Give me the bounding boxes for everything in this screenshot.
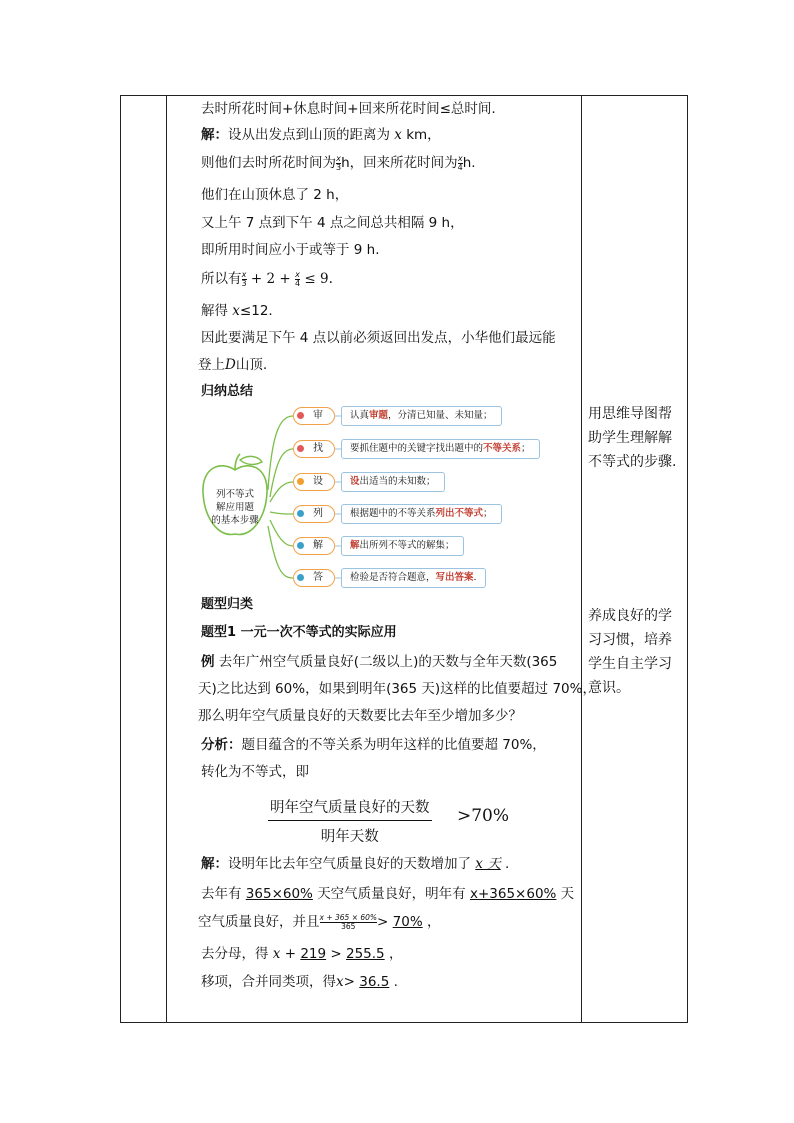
answer-blank: 365×60%: [245, 886, 313, 902]
mind-map-connectors: [200, 402, 570, 592]
mind-map-node-zhao: 找: [293, 440, 335, 458]
text-line: 天)之比达到 60%，如果到明年(365 天)这样的比值要超过 70%，: [198, 681, 596, 697]
section-heading: 题型归类: [201, 597, 254, 612]
mind-map-step: 认真审题，分清已知量、未知量；: [341, 406, 502, 426]
text-line: 所以有 $\frac{x}{3}$ + 2 + $\frac{x}{4}$ ≤ 9.: [201, 269, 333, 288]
mind-map-node-jie: 解: [293, 537, 335, 555]
text-line: 去年有 365×60% 天空气质量良好，明年有 x+365×60% 天: [201, 886, 575, 902]
text-line: 又上午 7 点到下午 4 点之间总共相隔 9 h，: [201, 215, 464, 231]
text-line: 则他们去时所花时间为 $\frac{x}{3}$ h，回来所花时间为 $\frac{x}{4}$ h.: [201, 153, 476, 172]
mind-map-node-shen: 审: [293, 407, 335, 425]
fraction: $\frac{x + 365 \times 60\%}{365}$: [319, 912, 378, 931]
column-divider: [581, 96, 582, 1022]
text-line: 登上D山顶.: [198, 357, 268, 373]
node-dot-icon: [297, 412, 304, 419]
answer-blank: x 天: [475, 856, 501, 872]
text-line: 他们在山顶休息了 2 h，: [201, 187, 349, 203]
mind-map-node-da: 答: [293, 569, 335, 587]
mind-map-node-she: 设: [293, 473, 335, 491]
text-line: 转化为不等式，即: [201, 764, 309, 780]
mind-map-step: 检验是否符合题意，写出答案.: [341, 568, 486, 588]
mind-map-step: 解出所列不等式的解集；: [341, 536, 464, 556]
text-line: 例 去年广州空气质量良好(二级以上)的天数与全年天数(365: [201, 654, 558, 670]
text-line: 移项，合并同类项，得x> 36.5 .: [201, 974, 398, 990]
teaching-note-1: 用思维导图帮 助学生理解解 不等式的步骤.: [588, 406, 677, 470]
answer-blank: 219: [300, 946, 327, 962]
mind-map-node-lie: 列: [293, 505, 335, 523]
inequality-relation: >70%: [457, 806, 510, 826]
mind-map-step: 根据题中的不等关系列出不等式；: [341, 504, 502, 524]
answer-blank: 36.5: [359, 974, 390, 990]
node-dot-icon: [297, 510, 304, 517]
mind-map-center: 列不等式 解应用题 的基本步骤: [211, 489, 259, 526]
teaching-note-2: 养成良好的学 习习惯，培养 学生自主学习 意识。: [588, 608, 672, 696]
node-dot-icon: [297, 542, 304, 549]
text-line: 去分母，得 x + 219 > 255.5 ，: [201, 946, 403, 962]
fraction: $\frac{x}{3}$: [336, 153, 342, 172]
answer-blank: 70%: [392, 914, 423, 930]
answer-blank: 255.5: [346, 946, 385, 962]
node-dot-icon: [297, 478, 304, 485]
text-line: 空气质量良好，并且 $\frac{x + 365 \times 60\%}{365}$ > 70% ，: [198, 912, 441, 931]
mind-map-step: 设出适当的未知数；: [341, 472, 445, 492]
text-line: 因此要满足下午 4 点以前必须返回出发点，小华他们最远能: [201, 330, 556, 346]
section-heading: 归纳总结: [201, 384, 254, 399]
fraction: $\frac{x}{4}$: [457, 153, 463, 172]
text-line: 分析：题目蕴含的不等关系为明年这样的比值要超 70%，: [201, 737, 546, 753]
mind-map: [200, 402, 570, 592]
text-line: 解：设从出发点到山顶的距离为 x km，: [201, 127, 441, 143]
inequality-fraction: 明年空气质量良好的天数 明年天数: [268, 796, 432, 846]
node-dot-icon: [297, 445, 304, 452]
text-line: 那么明年空气质量良好的天数要比去年至少增加多少？: [198, 708, 522, 724]
column-divider: [166, 96, 167, 1022]
subsection-heading: 题型1 一元一次不等式的实际应用: [201, 625, 397, 640]
text-line: 解得 x≤12.: [201, 303, 273, 319]
text-line: 即所用时间应小于或等于 9 h.: [201, 242, 380, 258]
text-line: 去时所花时间+休息时间+回来所花时间≤总时间.: [201, 101, 496, 117]
mind-map-step: 要抓住题中的关键字找出题中的不等关系；: [341, 439, 540, 459]
fraction: $\frac{x}{3}$: [241, 269, 247, 288]
answer-blank: x+365×60%: [469, 886, 557, 902]
text-line: 解：设明年比去年空气质量良好的天数增加了 x 天 .: [201, 856, 510, 872]
node-dot-icon: [297, 574, 304, 581]
fraction: $\frac{x}{4}$: [294, 269, 301, 288]
